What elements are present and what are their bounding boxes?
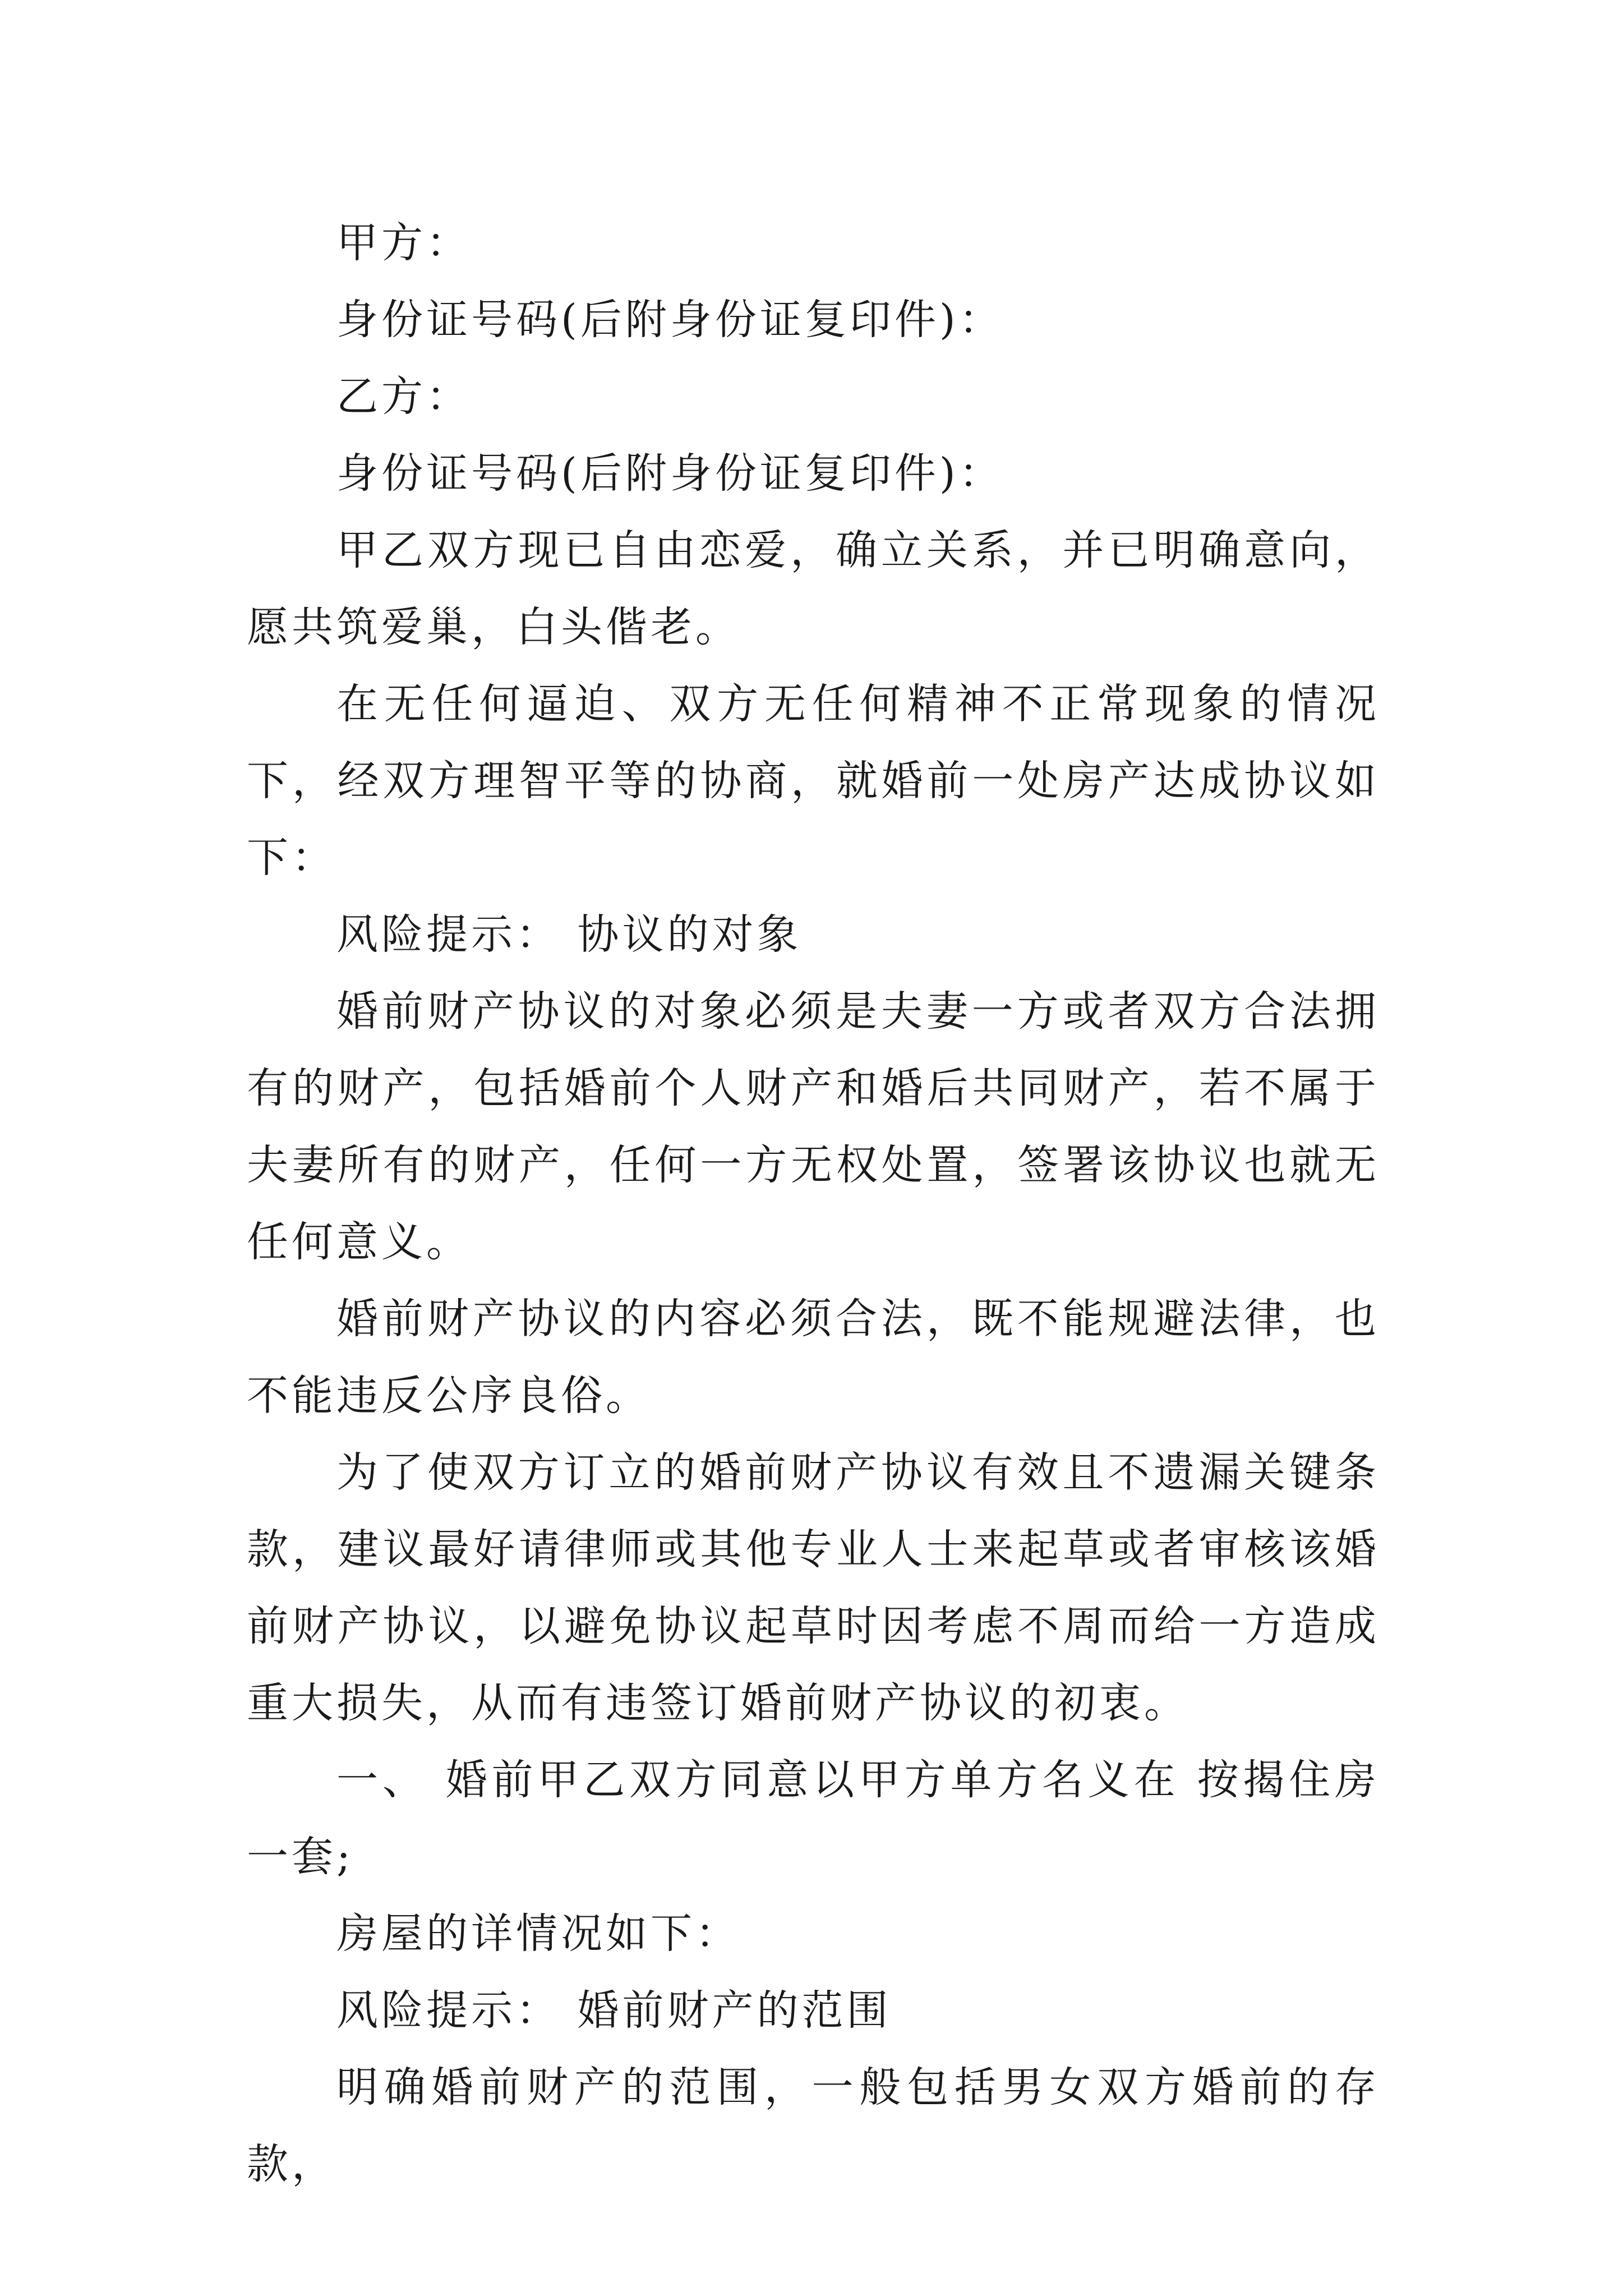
scope-explanation-paragraph: 明确婚前财产的范围，一般包括男女双方婚前的存款， bbox=[247, 2063, 1380, 2188]
object-explanation-paragraph: 婚前财产协议的对象必须是夫妻一方或者双方合法拥有的财产，包括婚前个人财产和婚后共同财产，若不属于夫妻所有的财产，任何一方无权处置，签署该协议也就无任何意义。 bbox=[247, 987, 1380, 1266]
party-a-label: 甲方： bbox=[336, 219, 471, 267]
risk-note-object-heading: 风险提示： 协议的对象 bbox=[336, 910, 802, 959]
document-body bbox=[247, 205, 1380, 2203]
legality-paragraph: 婚前财产协议的内容必须合法，既不能规避法律，也不能违反公序良俗。 bbox=[247, 1295, 1380, 1420]
party-a-id-label: 身份证号码(后附身份证复印件)： bbox=[336, 296, 1004, 344]
house-details-label: 房屋的详情况如下： bbox=[336, 1910, 740, 1958]
lawyer-advice-paragraph: 为了使双方订立的婚前财产协议有效且不遗漏关键条款，建议最好请律师或其他专业人士来起草或者审核该婚前财产协议，以避免协议起草时因考虑不周而给一方造成重大损失，从而有违签订婚前财产协议的初衷。 bbox=[247, 1448, 1380, 1727]
relationship-paragraph: 甲乙双方现已自由恋爱，确立关系，并已明确意向，愿共筑爱巢，白头偕老。 bbox=[247, 526, 1380, 651]
party-b-id-label: 身份证号码(后附身份证复印件)： bbox=[336, 449, 1004, 498]
agreement-intro-paragraph: 在无任何逼迫、双方无任何精神不正常现象的情况下，经双方理智平等的协商，就婚前一处房产达成协议如下： bbox=[247, 680, 1380, 882]
clause-one-paragraph: 一、 婚前甲乙双方同意以甲方单方名义在 按揭住房一套; bbox=[247, 1756, 1380, 1881]
party-b-label: 乙方： bbox=[336, 372, 471, 421]
risk-note-scope-heading: 风险提示： 婚前财产的范围 bbox=[336, 1986, 892, 2035]
